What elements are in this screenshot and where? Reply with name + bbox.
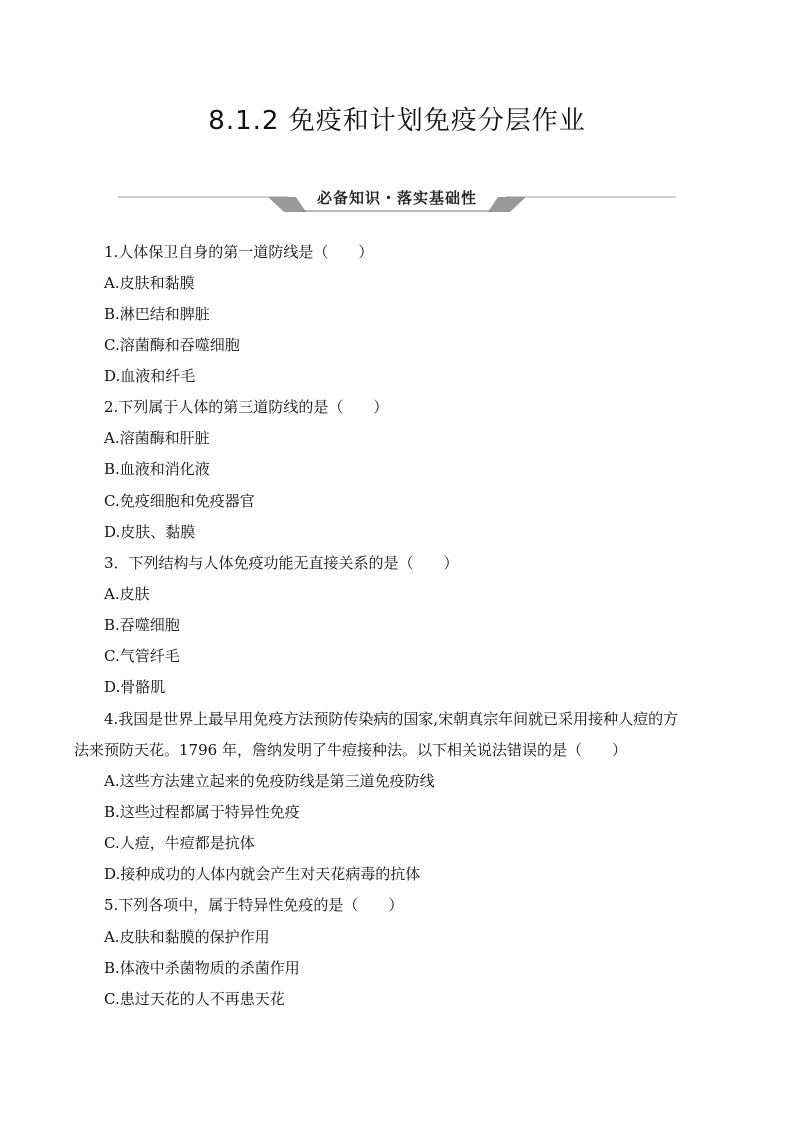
- question-4-option-d: D.接种成功的人体内就会产生对天花病毒的抗体: [104, 865, 421, 883]
- question-2-option-d: D.皮肤、黏膜: [104, 523, 196, 541]
- question-1-stem: 1.人体保卫自身的第一道防线是（ ）: [104, 243, 374, 261]
- question-1-option-a: A.皮肤和黏膜: [104, 274, 195, 292]
- question-2-option-b: B.血液和消化液: [104, 460, 210, 478]
- question-4-stem-continued: 法来预防天花。1796 年，詹纳发明了牛痘接种法。以下相关说法错误的是（ ）: [74, 741, 627, 759]
- page-title: 8.1.2 免疫和计划免疫分层作业: [208, 106, 586, 136]
- question-4-option-b: B.这些过程都属于特异性免疫: [104, 803, 300, 821]
- banner-label: 必备知识・落实基础性: [316, 189, 477, 207]
- section-banner: [118, 184, 676, 214]
- question-2-option-a: A.溶菌酶和肝脏: [104, 429, 210, 447]
- question-1-option-b: B.淋巴结和脾脏: [104, 305, 210, 323]
- question-1-option-d: D.血液和纤毛: [104, 367, 196, 385]
- question-3-option-c: C.气管纤毛: [104, 647, 180, 665]
- question-3-stem: 3．下列结构与人体免疫功能无直接关系的是（ ）: [104, 554, 459, 572]
- question-2-stem: 2.下列属于人体的第三道防线的是（ ）: [104, 398, 389, 416]
- question-4-option-a: A.这些方法建立起来的免疫防线是第三道免疫防线: [104, 772, 435, 790]
- question-1-option-c: C.溶菌酶和吞噬细胞: [104, 336, 240, 354]
- question-5-option-c: C.患过天花的人不再患天花: [104, 990, 285, 1008]
- question-3-option-b: B.吞噬细胞: [104, 616, 180, 634]
- question-3-option-a: A.皮肤: [104, 585, 150, 603]
- question-4-option-c: C.人痘，牛痘都是抗体: [104, 834, 255, 852]
- question-5-option-b: B.体液中杀菌物质的杀菌作用: [104, 959, 300, 977]
- question-3-option-d: D.骨骼肌: [104, 678, 166, 696]
- question-5-option-a: A.皮肤和黏膜的保护作用: [104, 928, 270, 946]
- question-2-option-c: C.免疫细胞和免疫器官: [104, 492, 255, 510]
- question-4-stem: 4.我国是世界上最早用免疫方法预防传染病的国家,宋朝真宗年间就已采用接种人痘的方: [104, 710, 679, 728]
- question-5-stem: 5.下列各项中，属于特异性免疫的是（ ）: [104, 896, 404, 914]
